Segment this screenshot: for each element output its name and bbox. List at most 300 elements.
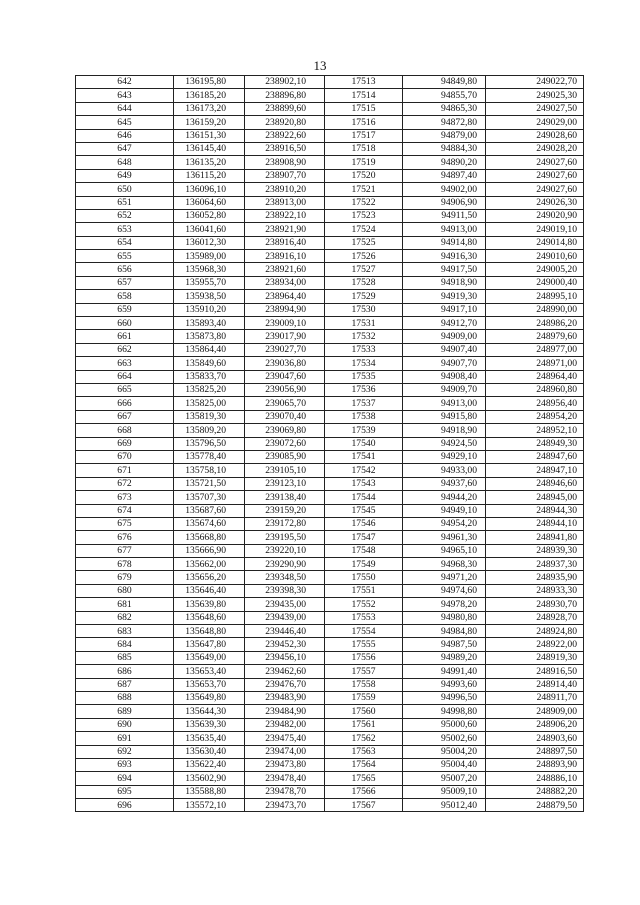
point-number-cell: 646 <box>76 129 174 142</box>
y-coordinate-cell: 248916,50 <box>486 665 584 678</box>
point-number-cell: 17562 <box>325 732 403 745</box>
x-coordinate-cell: 94971,20 <box>403 571 486 584</box>
point-number-cell: 685 <box>76 651 174 664</box>
x-coordinate-cell: 136173,20 <box>174 102 245 115</box>
y-coordinate-cell: 239070,40 <box>245 410 325 423</box>
y-coordinate-cell: 248941,80 <box>486 531 584 544</box>
point-number-cell: 660 <box>76 317 174 330</box>
y-coordinate-cell: 239482,00 <box>245 718 325 731</box>
x-coordinate-cell: 94993,60 <box>403 678 486 691</box>
x-coordinate-cell: 135833,70 <box>174 370 245 383</box>
x-coordinate-cell: 136064,60 <box>174 196 245 209</box>
table-row <box>76 758 584 771</box>
point-number-cell: 689 <box>76 705 174 718</box>
table-row <box>76 491 584 504</box>
table-row <box>76 785 584 798</box>
y-coordinate-cell: 239462,60 <box>245 665 325 678</box>
table-row <box>76 705 584 718</box>
x-coordinate-cell: 136195,80 <box>174 76 245 89</box>
point-number-cell: 684 <box>76 638 174 651</box>
point-number-cell: 17566 <box>325 785 403 798</box>
x-coordinate-cell: 94974,60 <box>403 584 486 597</box>
x-coordinate-cell: 95002,60 <box>403 732 486 745</box>
x-coordinate-cell: 94902,00 <box>403 183 486 196</box>
x-coordinate-cell: 94879,00 <box>403 129 486 142</box>
x-coordinate-cell: 135825,20 <box>174 383 245 396</box>
table-row <box>76 276 584 289</box>
point-number-cell: 654 <box>76 236 174 249</box>
x-coordinate-cell: 94865,30 <box>403 102 486 115</box>
table-row <box>76 544 584 557</box>
y-coordinate-cell: 239435,00 <box>245 598 325 611</box>
x-coordinate-cell: 94954,20 <box>403 517 486 530</box>
table-row <box>76 129 584 142</box>
y-coordinate-cell: 248919,30 <box>486 651 584 664</box>
x-coordinate-cell: 136151,30 <box>174 129 245 142</box>
table-row <box>76 464 584 477</box>
point-number-cell: 17551 <box>325 584 403 597</box>
x-coordinate-cell: 94949,10 <box>403 504 486 517</box>
x-coordinate-cell: 135588,80 <box>174 785 245 798</box>
point-number-cell: 649 <box>76 169 174 182</box>
point-number-cell: 17531 <box>325 317 403 330</box>
x-coordinate-cell: 94924,50 <box>403 437 486 450</box>
point-number-cell: 674 <box>76 504 174 517</box>
x-coordinate-cell: 94968,30 <box>403 558 486 571</box>
point-number-cell: 17516 <box>325 116 403 129</box>
point-number-cell: 17518 <box>325 142 403 155</box>
y-coordinate-cell: 238916,10 <box>245 250 325 263</box>
point-number-cell: 673 <box>76 491 174 504</box>
point-number-cell: 675 <box>76 517 174 530</box>
x-coordinate-cell: 135639,30 <box>174 718 245 731</box>
x-coordinate-cell: 135662,00 <box>174 558 245 571</box>
point-number-cell: 682 <box>76 611 174 624</box>
point-number-cell: 17534 <box>325 357 403 370</box>
table-row <box>76 772 584 785</box>
y-coordinate-cell: 238899,60 <box>245 102 325 115</box>
x-coordinate-cell: 135910,20 <box>174 303 245 316</box>
y-coordinate-cell: 248952,10 <box>486 424 584 437</box>
x-coordinate-cell: 94872,80 <box>403 116 486 129</box>
x-coordinate-cell: 94917,10 <box>403 303 486 316</box>
x-coordinate-cell: 94933,00 <box>403 464 486 477</box>
x-coordinate-cell: 135644,30 <box>174 705 245 718</box>
x-coordinate-cell: 94909,70 <box>403 383 486 396</box>
y-coordinate-cell: 248909,00 <box>486 705 584 718</box>
y-coordinate-cell: 248947,10 <box>486 464 584 477</box>
table-row <box>76 290 584 303</box>
y-coordinate-cell: 239483,90 <box>245 691 325 704</box>
x-coordinate-cell: 135778,40 <box>174 450 245 463</box>
x-coordinate-cell: 135758,10 <box>174 464 245 477</box>
x-coordinate-cell: 94912,70 <box>403 317 486 330</box>
x-coordinate-cell: 94913,00 <box>403 223 486 236</box>
y-coordinate-cell: 239159,20 <box>245 504 325 517</box>
y-coordinate-cell: 249028,60 <box>486 129 584 142</box>
x-coordinate-cell: 135653,40 <box>174 665 245 678</box>
y-coordinate-cell: 239220,10 <box>245 544 325 557</box>
y-coordinate-cell: 249025,30 <box>486 89 584 102</box>
x-coordinate-cell: 135647,80 <box>174 638 245 651</box>
x-coordinate-cell: 94918,90 <box>403 424 486 437</box>
point-number-cell: 17555 <box>325 638 403 651</box>
y-coordinate-cell: 239290,90 <box>245 558 325 571</box>
point-number-cell: 656 <box>76 263 174 276</box>
y-coordinate-cell: 239478,40 <box>245 772 325 785</box>
point-number-cell: 645 <box>76 116 174 129</box>
table-row <box>76 558 584 571</box>
point-number-cell: 692 <box>76 745 174 758</box>
y-coordinate-cell: 239009,10 <box>245 317 325 330</box>
point-number-cell: 661 <box>76 330 174 343</box>
point-number-cell: 681 <box>76 598 174 611</box>
point-number-cell: 644 <box>76 102 174 115</box>
table-row <box>76 116 584 129</box>
point-number-cell: 683 <box>76 625 174 638</box>
point-number-cell: 17547 <box>325 531 403 544</box>
y-coordinate-cell: 248956,40 <box>486 397 584 410</box>
table-row <box>76 437 584 450</box>
x-coordinate-cell: 94961,30 <box>403 531 486 544</box>
point-number-cell: 695 <box>76 785 174 798</box>
y-coordinate-cell: 248946,60 <box>486 477 584 490</box>
y-coordinate-cell: 239478,70 <box>245 785 325 798</box>
coordinates-table-body <box>76 76 584 812</box>
table-row <box>76 183 584 196</box>
table-row <box>76 424 584 437</box>
table-row <box>76 142 584 155</box>
table-row <box>76 571 584 584</box>
x-coordinate-cell: 135630,40 <box>174 745 245 758</box>
y-coordinate-cell: 248944,30 <box>486 504 584 517</box>
point-number-cell: 650 <box>76 183 174 196</box>
point-number-cell: 17558 <box>325 678 403 691</box>
y-coordinate-cell: 239085,90 <box>245 450 325 463</box>
point-number-cell: 667 <box>76 410 174 423</box>
point-number-cell: 694 <box>76 772 174 785</box>
point-number-cell: 687 <box>76 678 174 691</box>
point-number-cell: 652 <box>76 209 174 222</box>
x-coordinate-cell: 135968,30 <box>174 263 245 276</box>
table-row <box>76 236 584 249</box>
x-coordinate-cell: 135955,70 <box>174 276 245 289</box>
x-coordinate-cell: 135864,40 <box>174 343 245 356</box>
y-coordinate-cell: 248949,30 <box>486 437 584 450</box>
table-row <box>76 450 584 463</box>
x-coordinate-cell: 135602,90 <box>174 772 245 785</box>
x-coordinate-cell: 94929,10 <box>403 450 486 463</box>
x-coordinate-cell: 94909,00 <box>403 330 486 343</box>
y-coordinate-cell: 248933,30 <box>486 584 584 597</box>
y-coordinate-cell: 248928,70 <box>486 611 584 624</box>
y-coordinate-cell: 248914,40 <box>486 678 584 691</box>
point-number-cell: 666 <box>76 397 174 410</box>
table-row <box>76 531 584 544</box>
y-coordinate-cell: 239105,10 <box>245 464 325 477</box>
point-number-cell: 17536 <box>325 383 403 396</box>
x-coordinate-cell: 135849,60 <box>174 357 245 370</box>
point-number-cell: 17543 <box>325 477 403 490</box>
y-coordinate-cell: 248935,90 <box>486 571 584 584</box>
y-coordinate-cell: 238964,40 <box>245 290 325 303</box>
x-coordinate-cell: 94855,70 <box>403 89 486 102</box>
y-coordinate-cell: 249027,60 <box>486 169 584 182</box>
y-coordinate-cell: 239065,70 <box>245 397 325 410</box>
x-coordinate-cell: 135649,00 <box>174 651 245 664</box>
point-number-cell: 17527 <box>325 263 403 276</box>
x-coordinate-cell: 135989,00 <box>174 250 245 263</box>
x-coordinate-cell: 136012,30 <box>174 236 245 249</box>
point-number-cell: 688 <box>76 691 174 704</box>
table-row <box>76 89 584 102</box>
x-coordinate-cell: 94908,40 <box>403 370 486 383</box>
table-row <box>76 303 584 316</box>
y-coordinate-cell: 248882,20 <box>486 785 584 798</box>
x-coordinate-cell: 95009,10 <box>403 785 486 798</box>
point-number-cell: 17550 <box>325 571 403 584</box>
x-coordinate-cell: 136145,40 <box>174 142 245 155</box>
x-coordinate-cell: 95007,20 <box>403 772 486 785</box>
point-number-cell: 17553 <box>325 611 403 624</box>
y-coordinate-cell: 248971,00 <box>486 357 584 370</box>
point-number-cell: 686 <box>76 665 174 678</box>
y-coordinate-cell: 238994,90 <box>245 303 325 316</box>
x-coordinate-cell: 135635,40 <box>174 732 245 745</box>
point-number-cell: 17513 <box>325 76 403 89</box>
y-coordinate-cell: 249029,00 <box>486 116 584 129</box>
x-coordinate-cell: 135873,80 <box>174 330 245 343</box>
x-coordinate-cell: 135653,70 <box>174 678 245 691</box>
point-number-cell: 17539 <box>325 424 403 437</box>
point-number-cell: 657 <box>76 276 174 289</box>
y-coordinate-cell: 238921,90 <box>245 223 325 236</box>
table-row <box>76 799 584 812</box>
point-number-cell: 17530 <box>325 303 403 316</box>
y-coordinate-cell: 249027,60 <box>486 156 584 169</box>
point-number-cell: 17541 <box>325 450 403 463</box>
point-number-cell: 17533 <box>325 343 403 356</box>
x-coordinate-cell: 94937,60 <box>403 477 486 490</box>
x-coordinate-cell: 94965,10 <box>403 544 486 557</box>
point-number-cell: 17554 <box>325 625 403 638</box>
x-coordinate-cell: 94916,30 <box>403 250 486 263</box>
y-coordinate-cell: 248939,30 <box>486 544 584 557</box>
point-number-cell: 17552 <box>325 598 403 611</box>
table-row <box>76 169 584 182</box>
point-number-cell: 17548 <box>325 544 403 557</box>
x-coordinate-cell: 135796,50 <box>174 437 245 450</box>
point-number-cell: 648 <box>76 156 174 169</box>
table-row <box>76 317 584 330</box>
x-coordinate-cell: 94980,80 <box>403 611 486 624</box>
y-coordinate-cell: 248893,90 <box>486 758 584 771</box>
x-coordinate-cell: 135687,60 <box>174 504 245 517</box>
point-number-cell: 671 <box>76 464 174 477</box>
y-coordinate-cell: 248937,30 <box>486 558 584 571</box>
y-coordinate-cell: 238902,10 <box>245 76 325 89</box>
x-coordinate-cell: 135622,40 <box>174 758 245 771</box>
x-coordinate-cell: 136096,10 <box>174 183 245 196</box>
x-coordinate-cell: 95012,40 <box>403 799 486 812</box>
x-coordinate-cell: 95000,60 <box>403 718 486 731</box>
y-coordinate-cell: 248979,60 <box>486 330 584 343</box>
page-number: 13 <box>313 58 327 73</box>
point-number-cell: 665 <box>76 383 174 396</box>
point-number-cell: 653 <box>76 223 174 236</box>
y-coordinate-cell: 248945,00 <box>486 491 584 504</box>
x-coordinate-cell: 136041,60 <box>174 223 245 236</box>
point-number-cell: 693 <box>76 758 174 771</box>
y-coordinate-cell: 248903,60 <box>486 732 584 745</box>
x-coordinate-cell: 136135,20 <box>174 156 245 169</box>
y-coordinate-cell: 248930,70 <box>486 598 584 611</box>
x-coordinate-cell: 94907,70 <box>403 357 486 370</box>
y-coordinate-cell: 248897,50 <box>486 745 584 758</box>
y-coordinate-cell: 238916,40 <box>245 236 325 249</box>
x-coordinate-cell: 94906,90 <box>403 196 486 209</box>
y-coordinate-cell: 248954,20 <box>486 410 584 423</box>
table-row <box>76 477 584 490</box>
y-coordinate-cell: 239474,00 <box>245 745 325 758</box>
y-coordinate-cell: 239476,70 <box>245 678 325 691</box>
x-coordinate-cell: 135572,10 <box>174 799 245 812</box>
x-coordinate-cell: 135893,40 <box>174 317 245 330</box>
point-number-cell: 679 <box>76 571 174 584</box>
y-coordinate-cell: 249020,90 <box>486 209 584 222</box>
y-coordinate-cell: 239056,90 <box>245 383 325 396</box>
y-coordinate-cell: 238934,00 <box>245 276 325 289</box>
x-coordinate-cell: 136052,80 <box>174 209 245 222</box>
point-number-cell: 17514 <box>325 89 403 102</box>
point-number-cell: 17535 <box>325 370 403 383</box>
y-coordinate-cell: 238922,60 <box>245 129 325 142</box>
y-coordinate-cell: 249028,20 <box>486 142 584 155</box>
y-coordinate-cell: 249019,10 <box>486 223 584 236</box>
y-coordinate-cell: 249010,60 <box>486 250 584 263</box>
x-coordinate-cell: 136115,20 <box>174 169 245 182</box>
y-coordinate-cell: 248924,80 <box>486 625 584 638</box>
point-number-cell: 662 <box>76 343 174 356</box>
x-coordinate-cell: 135666,90 <box>174 544 245 557</box>
table-row <box>76 732 584 745</box>
y-coordinate-cell: 248906,20 <box>486 718 584 731</box>
x-coordinate-cell: 94915,80 <box>403 410 486 423</box>
y-coordinate-cell: 248879,50 <box>486 799 584 812</box>
point-number-cell: 17560 <box>325 705 403 718</box>
y-coordinate-cell: 248964,40 <box>486 370 584 383</box>
point-number-cell: 17546 <box>325 517 403 530</box>
point-number-cell: 17549 <box>325 558 403 571</box>
point-number-cell: 696 <box>76 799 174 812</box>
table-row <box>76 745 584 758</box>
table-row <box>76 691 584 704</box>
point-number-cell: 17525 <box>325 236 403 249</box>
y-coordinate-cell: 248960,80 <box>486 383 584 396</box>
x-coordinate-cell: 94996,50 <box>403 691 486 704</box>
y-coordinate-cell: 239348,50 <box>245 571 325 584</box>
point-number-cell: 691 <box>76 732 174 745</box>
y-coordinate-cell: 249000,40 <box>486 276 584 289</box>
x-coordinate-cell: 94919,30 <box>403 290 486 303</box>
point-number-cell: 17537 <box>325 397 403 410</box>
point-number-cell: 643 <box>76 89 174 102</box>
y-coordinate-cell: 249005,20 <box>486 263 584 276</box>
x-coordinate-cell: 135639,80 <box>174 598 245 611</box>
x-coordinate-cell: 95004,40 <box>403 758 486 771</box>
x-coordinate-cell: 94884,30 <box>403 142 486 155</box>
y-coordinate-cell: 249027,60 <box>486 183 584 196</box>
y-coordinate-cell: 248886,10 <box>486 772 584 785</box>
y-coordinate-cell: 238916,50 <box>245 142 325 155</box>
table-row <box>76 76 584 89</box>
y-coordinate-cell: 249014,80 <box>486 236 584 249</box>
point-number-cell: 17567 <box>325 799 403 812</box>
table-row <box>76 156 584 169</box>
y-coordinate-cell: 239439,00 <box>245 611 325 624</box>
point-number-cell: 655 <box>76 250 174 263</box>
y-coordinate-cell: 239123,10 <box>245 477 325 490</box>
point-number-cell: 17517 <box>325 129 403 142</box>
table-row <box>76 102 584 115</box>
table-row <box>76 223 584 236</box>
x-coordinate-cell: 135648,60 <box>174 611 245 624</box>
point-number-cell: 677 <box>76 544 174 557</box>
table-row <box>76 383 584 396</box>
table-row <box>76 263 584 276</box>
point-number-cell: 647 <box>76 142 174 155</box>
x-coordinate-cell: 94978,20 <box>403 598 486 611</box>
point-number-cell: 17532 <box>325 330 403 343</box>
point-number-cell: 690 <box>76 718 174 731</box>
x-coordinate-cell: 135819,30 <box>174 410 245 423</box>
point-number-cell: 17545 <box>325 504 403 517</box>
y-coordinate-cell: 238908,90 <box>245 156 325 169</box>
x-coordinate-cell: 94897,40 <box>403 169 486 182</box>
table-row <box>76 250 584 263</box>
point-number-cell: 17542 <box>325 464 403 477</box>
point-number-cell: 17521 <box>325 183 403 196</box>
x-coordinate-cell: 135721,50 <box>174 477 245 490</box>
x-coordinate-cell: 135656,20 <box>174 571 245 584</box>
y-coordinate-cell: 248986,20 <box>486 317 584 330</box>
point-number-cell: 17561 <box>325 718 403 731</box>
table-row <box>76 357 584 370</box>
point-number-cell: 680 <box>76 584 174 597</box>
table-row <box>76 517 584 530</box>
x-coordinate-cell: 94849,80 <box>403 76 486 89</box>
point-number-cell: 17544 <box>325 491 403 504</box>
y-coordinate-cell: 239484,90 <box>245 705 325 718</box>
table-row <box>76 209 584 222</box>
table-row <box>76 638 584 651</box>
table-row <box>76 410 584 423</box>
point-number-cell: 17557 <box>325 665 403 678</box>
y-coordinate-cell: 239069,80 <box>245 424 325 437</box>
point-number-cell: 17522 <box>325 196 403 209</box>
y-coordinate-cell: 239456,10 <box>245 651 325 664</box>
point-number-cell: 651 <box>76 196 174 209</box>
point-number-cell: 676 <box>76 531 174 544</box>
point-number-cell: 658 <box>76 290 174 303</box>
point-number-cell: 17538 <box>325 410 403 423</box>
y-coordinate-cell: 239473,70 <box>245 799 325 812</box>
x-coordinate-cell: 135938,50 <box>174 290 245 303</box>
table-row <box>76 651 584 664</box>
y-coordinate-cell: 239475,40 <box>245 732 325 745</box>
point-number-cell: 17565 <box>325 772 403 785</box>
point-number-cell: 17556 <box>325 651 403 664</box>
